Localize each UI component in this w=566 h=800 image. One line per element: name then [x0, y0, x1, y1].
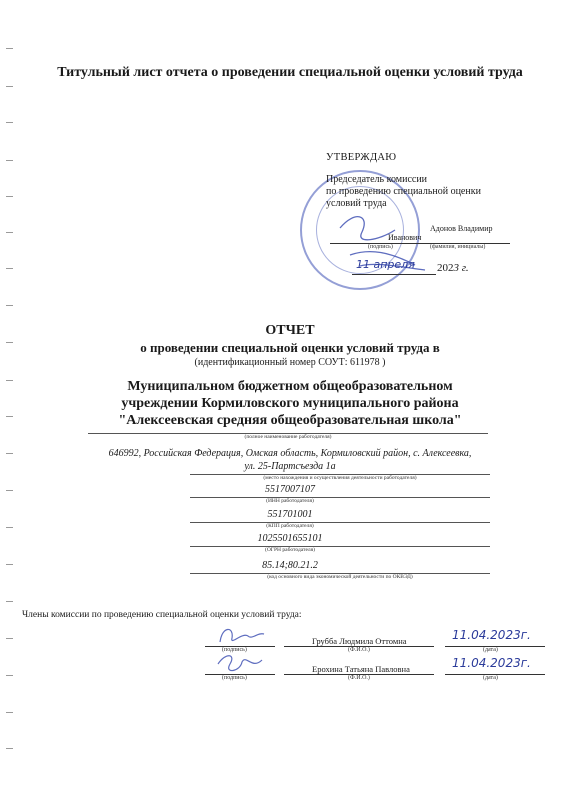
name-caption: (Ф.И.О.) — [348, 647, 370, 653]
margin-mark — [6, 453, 13, 454]
margin-mark — [6, 232, 13, 233]
approval-year — [437, 262, 469, 274]
ident-label: (идентификационный номер СОУТ: — [194, 357, 348, 368]
organization-name-caption: (полное наименование работодателя) — [244, 434, 332, 440]
margin-mark — [6, 712, 13, 713]
date-line — [352, 274, 436, 275]
signature-caption: (подпись) — [368, 244, 393, 250]
approval-role-line: по проведению специальной оценки — [326, 186, 481, 197]
organization-name — [80, 378, 500, 429]
report-ident — [60, 357, 520, 368]
approval-heading: УТВЕРЖДАЮ — [326, 152, 397, 163]
inn-value: 5517007107 — [265, 484, 315, 495]
margin-mark — [6, 342, 13, 343]
chairman-name-line2: Иванович — [388, 233, 422, 242]
member-name: Грубба Людмила Оттомна — [312, 636, 407, 646]
organization-name-line: "Алексеевская средняя общеобразовательная школа" — [118, 413, 462, 428]
members-heading: Члены комиссии по проведению специальной оценки условий труда: — [22, 610, 302, 620]
margin-mark — [6, 490, 13, 491]
address-line: ул. 25-Партсъезда 1а — [244, 461, 336, 472]
year-prefix: 202 — [437, 262, 454, 274]
margin-mark — [6, 196, 13, 197]
margin-mark — [6, 86, 13, 87]
margin-mark — [6, 305, 13, 306]
report-subheading: о проведении специальной оценки условий труда в — [140, 340, 440, 355]
margin-mark — [6, 122, 13, 123]
margin-mark — [6, 268, 13, 269]
page-title: Титульный лист отчета о проведении специальной оценки условий труда — [57, 65, 523, 80]
margin-mark — [6, 48, 13, 49]
margin-mark — [6, 564, 13, 565]
approval-date-handwritten: 11 апреля — [356, 258, 415, 271]
approval-block — [326, 152, 506, 210]
member-date: 11.04.2023г. — [452, 656, 531, 670]
address-line: 646992, Российская Федерация, Омская область, Кормиловский район, с. Алексеевка, — [108, 448, 472, 459]
date-caption: (дата) — [483, 675, 498, 681]
margin-mark — [6, 601, 13, 602]
year-suffix: 3 г. — [453, 262, 469, 274]
okved-value: 85.14;80.21.2 — [262, 560, 318, 571]
signature-caption: (подпись) — [222, 675, 247, 681]
organization-name-line: учреждении Кормиловского муниципального района — [121, 396, 459, 411]
ogrn-caption: (ОГРН работодателя) — [264, 547, 316, 553]
ident-number: 611978 ) — [350, 357, 386, 368]
member-date: 11.04.2023г. — [452, 628, 531, 642]
margin-mark — [6, 748, 13, 749]
address-caption: (место нахождения и осуществления деятельности работодателя) — [263, 475, 417, 481]
kpp-caption: (КПП работодателя) — [266, 523, 314, 529]
approval-role-line: условий труда — [326, 198, 387, 209]
member-name: Ерохина Татьяна Павловна — [312, 664, 410, 674]
report-heading: ОТЧЕТ — [265, 323, 315, 338]
kpp-value: 551701001 — [267, 509, 313, 520]
chairman-name: Адонов Владимир — [430, 224, 493, 233]
name-caption: (фамилия, инициалы) — [430, 244, 486, 250]
name-caption: (Ф.И.О.) — [348, 675, 370, 681]
margin-mark — [6, 675, 13, 676]
organization-name-line: Муниципальном бюджетном общеобразовательном — [127, 379, 453, 394]
ogrn-value: 1025501655101 — [257, 533, 323, 544]
margin-mark — [6, 527, 13, 528]
date-caption: (дата) — [483, 647, 498, 653]
margin-mark — [6, 416, 13, 417]
margin-mark — [6, 160, 13, 161]
signature-caption: (подпись) — [222, 647, 247, 653]
margin-mark — [6, 380, 13, 381]
approval-role-line: Председатель комиссии — [326, 174, 428, 185]
okved-caption: (код основного вида экономической деятельности по ОКВЭД) — [267, 574, 413, 580]
inn-caption: (ИНН работодателя) — [266, 498, 314, 504]
margin-mark — [6, 638, 13, 639]
